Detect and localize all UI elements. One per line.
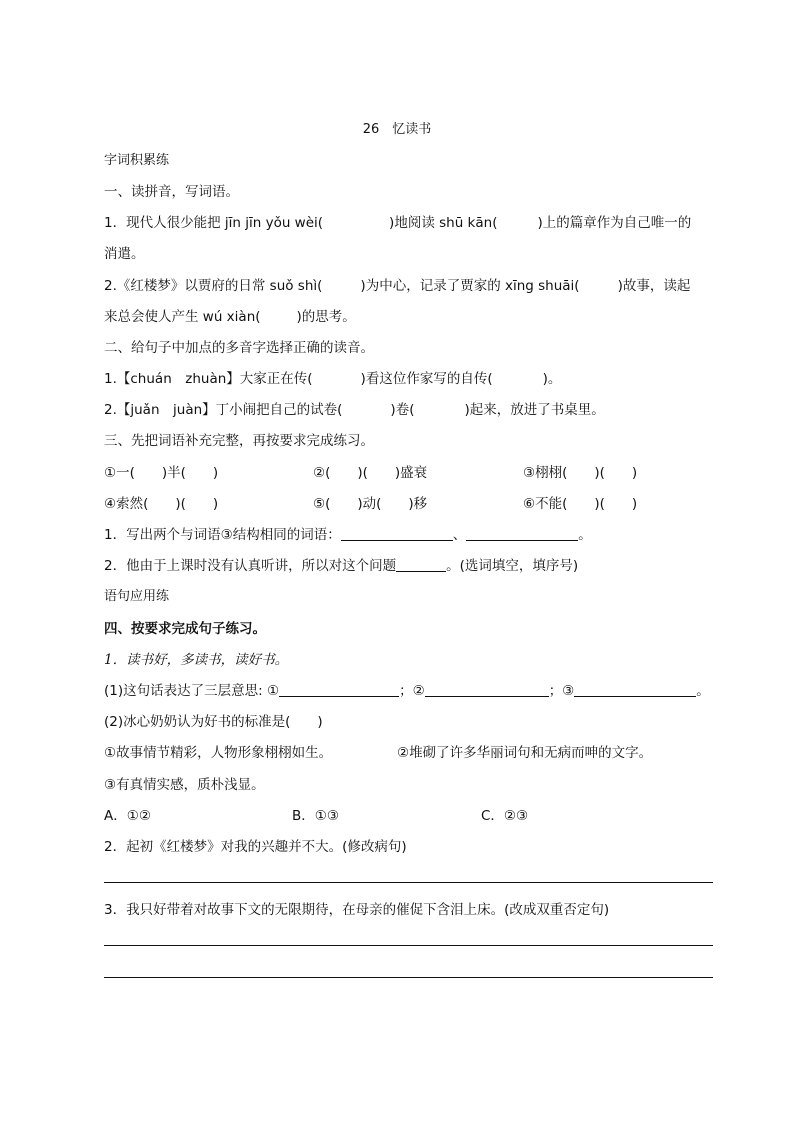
word-5: ⑤( )动( )移 bbox=[313, 496, 428, 512]
q4-s1: 1．读书好，多读书，读好书。 bbox=[104, 652, 289, 668]
q4-s2: 2．起初《红楼梦》对我的兴趣并不大。(修改病句) bbox=[104, 839, 407, 855]
q4-s1-p1-text: (1)这句话表达了三层意思: ① bbox=[104, 683, 280, 699]
word-1: ①一( )半( ) bbox=[104, 465, 219, 481]
option-1: ①故事情节精彩，人物形象栩栩如生。 bbox=[104, 745, 333, 761]
q3-heading: 三、先把词语补充完整，再按要求完成练习。 bbox=[104, 433, 374, 449]
q2-item2-text-a: 2.【juǎn juàn】丁小闹把自己的试卷( bbox=[104, 402, 343, 418]
q2-item2 bbox=[104, 401, 605, 419]
q1-item1 bbox=[104, 214, 691, 232]
answer-line[interactable] bbox=[104, 882, 713, 883]
q2-item2-text-b: )卷( bbox=[390, 402, 415, 418]
word-4: ④索然( )( ) bbox=[104, 496, 219, 512]
q1-item2-cont-b: )的思考。 bbox=[296, 309, 356, 325]
q1-item1-text-b: )地阅读 shū kān( bbox=[389, 215, 498, 231]
q4-s1-p1-end: 。 bbox=[696, 683, 710, 699]
q4-s1-p2: (2)冰心奶奶认为好书的标准是( ) bbox=[104, 714, 323, 730]
q3-ex1-text: 1．写出两个与词语③结构相同的词语： bbox=[104, 527, 341, 543]
q3-ex1 bbox=[104, 526, 592, 544]
answer-blank[interactable] bbox=[425, 682, 549, 697]
q1-item2 bbox=[104, 277, 690, 295]
q2-heading: 二、给句子中加点的多音字选择正确的读音。 bbox=[104, 340, 374, 356]
q2-item2-text-c: )起来，放进了书桌里。 bbox=[464, 402, 605, 418]
choice-c[interactable]: C．②③ bbox=[481, 808, 529, 824]
answer-blank[interactable] bbox=[341, 526, 453, 541]
q4-s3: 3．我只好带着对故事下文的无限期待，在母亲的催促下含泪上床。(改成双重否定句) bbox=[104, 902, 610, 918]
q4-s1-p1-sep2: ；② bbox=[399, 683, 425, 699]
q3-ex2-text-a: 2．他由于上课时没有认真听讲，所以对这个问题 bbox=[104, 558, 397, 574]
q2-item1-text-c: )。 bbox=[542, 371, 562, 387]
choice-b[interactable]: B．①③ bbox=[292, 808, 339, 824]
q4-s1-p1 bbox=[104, 682, 710, 700]
q1-item2-text-b: )为中心，记录了贾家的 xīng shuāi( bbox=[360, 278, 580, 294]
q1-item2-text-c: )故事，读起 bbox=[617, 278, 691, 294]
q4-s1-p1-sep3: ；③ bbox=[548, 683, 575, 699]
q1-item1-text-a: 1．现代人很少能把 jīn jīn yǒu wèi( bbox=[104, 215, 324, 231]
choice-a[interactable]: A．①② bbox=[104, 808, 151, 824]
q3-ex1-end: 。 bbox=[578, 527, 592, 543]
q3-ex2-text-b: 。(选词填空，填序号) bbox=[446, 558, 579, 574]
option-3: ③有真情实感，质朴浅显。 bbox=[104, 777, 265, 793]
q4-heading: 四、按要求完成句子练习。 bbox=[104, 621, 266, 637]
section-application: 语句应用练 bbox=[104, 589, 170, 604]
page-title: 26 忆读书 bbox=[362, 122, 432, 137]
word-6: ⑥不能( )( ) bbox=[523, 496, 638, 512]
q1-item2-text-a: 2.《红楼梦》以贾府的日常 suǒ shì( bbox=[104, 278, 323, 294]
word-2: ②( )( )盛衰 bbox=[313, 465, 428, 481]
q1-item1-cont: 消遣。 bbox=[104, 246, 145, 262]
q3-ex2 bbox=[104, 557, 578, 575]
answer-blank[interactable] bbox=[279, 682, 399, 697]
q3-ex1-sep: 、 bbox=[452, 527, 467, 543]
answer-blank[interactable] bbox=[396, 557, 446, 572]
option-2: ②堆砌了许多华丽词句和无病而呻的文字。 bbox=[397, 745, 653, 761]
answer-line[interactable] bbox=[104, 945, 713, 946]
answer-line[interactable] bbox=[104, 977, 713, 978]
q2-item1 bbox=[104, 370, 561, 388]
word-3: ③栩栩( )( ) bbox=[523, 465, 638, 481]
answer-blank[interactable] bbox=[574, 682, 696, 697]
answer-blank[interactable] bbox=[466, 526, 578, 541]
q2-item1-text-b: )看这位作家写的自传( bbox=[360, 371, 493, 387]
q1-item2-cont-a: 来总会使人产生 wú xiàn( bbox=[104, 309, 261, 325]
q1-item1-text-c: )上的篇章作为自己唯一的 bbox=[537, 215, 692, 231]
section-accumulation: 字词积累练 bbox=[104, 153, 170, 168]
q1-item2-cont bbox=[104, 308, 356, 326]
q1-heading: 一、读拼音，写词语。 bbox=[104, 184, 239, 200]
q2-item1-text-a: 1.【chuán zhuàn】大家正在传( bbox=[104, 371, 313, 387]
